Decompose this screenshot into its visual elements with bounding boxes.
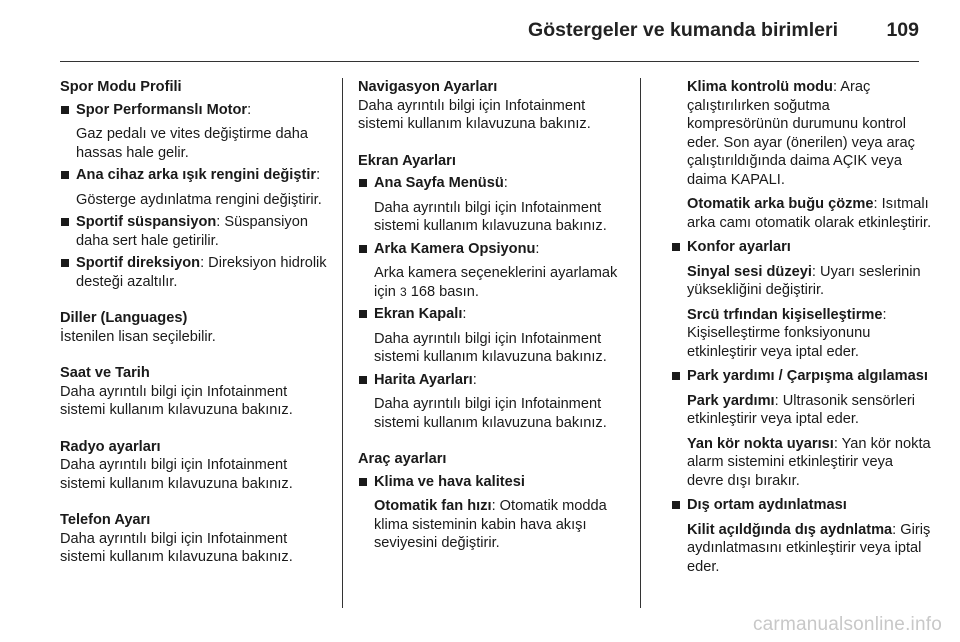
item-term: Park yardımı / Çarpışma algılaması xyxy=(687,368,928,384)
section-navigasyon xyxy=(358,78,630,134)
section-text: Daha ayrıntılı bilgi için Infotainment sistemi kullanım kılavuzuna bakınız. xyxy=(60,457,293,492)
section-text: Daha ayrıntılı bilgi için Infotainment sistemi kullanım kılavuzuna bakınız. xyxy=(60,530,293,565)
column-1 xyxy=(60,78,332,585)
list-item xyxy=(60,101,332,163)
section-radyo xyxy=(60,438,332,494)
item-term: Sportif süspansiyon xyxy=(76,214,217,230)
sub-text: : Araç çalıştırılırken soğutma kompresörünün durumunu kontrol eder. Son ayar (önerilen) veya araç çalıştırıldığında daima AÇIK veya daima KAPALI. xyxy=(687,79,915,188)
section-ekran xyxy=(358,152,630,433)
watermark: carmanualsonline.info xyxy=(752,614,942,635)
sub-term: Srcü trfından kişiselleştirme xyxy=(687,306,883,323)
item-term: Spor Performanslı Motor xyxy=(76,101,248,118)
sub-item xyxy=(687,306,933,362)
list-item xyxy=(671,367,933,490)
item-desc xyxy=(374,264,630,301)
section-telefon xyxy=(60,511,332,567)
sub-term: Yan kör nokta uyarısı xyxy=(687,435,834,452)
sub-term: Otomatik arka buğu çözme xyxy=(687,196,874,212)
section-saat xyxy=(60,364,332,420)
list-item xyxy=(358,240,630,302)
section-title: Spor Modu Profili xyxy=(60,79,182,95)
section-title: Ekran Ayarları xyxy=(358,152,456,169)
sub-item xyxy=(671,195,933,232)
item-term: Klima ve hava kalitesi xyxy=(374,473,525,490)
sub-text: : Isıtmalı arka camı otomatik olarak etkinleştirir. xyxy=(687,196,932,231)
sub-term: Kilit açıldğında dış aydnlatma xyxy=(687,521,893,538)
item-term: Konfor ayarları xyxy=(687,239,791,255)
list-item xyxy=(358,305,630,367)
section-title: Diller (Languages) xyxy=(60,310,188,326)
item-suffix: : xyxy=(472,371,477,388)
item-suffix: : xyxy=(535,240,540,257)
section-diller xyxy=(60,309,332,346)
list-item xyxy=(358,174,630,236)
item-desc: Daha ayrıntılı bilgi için Infotainment sistemi kullanım kılavuzuna bakınız. xyxy=(374,396,607,431)
section-title: Navigasyon Ayarları xyxy=(358,79,498,95)
item-suffix: : xyxy=(503,175,508,191)
list-item xyxy=(358,473,630,553)
section-text: Daha ayrıntılı bilgi için Infotainment sistemi kullanım kılavuzuna bakınız. xyxy=(60,383,293,418)
sub-item xyxy=(687,263,933,300)
item-suffix: : xyxy=(247,101,252,118)
sub-text: : Otomatik modda klima sisteminin kabin hava akışı seviyesini değiştirir. xyxy=(374,498,607,551)
item-term: Sportif direksiyon xyxy=(76,255,201,271)
list-item xyxy=(60,254,332,291)
page-header xyxy=(0,0,960,60)
item-desc: : Süspansiyon daha sert hale getirilir. xyxy=(76,214,308,249)
sub-term: Park yardımı xyxy=(687,392,775,409)
section-text: Daha ayrıntılı bilgi için Infotainment sistemi kullanım kılavuzuna bakınız. xyxy=(358,97,591,132)
item-suffix: : xyxy=(316,167,321,183)
item-desc: Gösterge aydınlatma rengini değiştirir. xyxy=(76,191,322,208)
sub-text: : Giriş aydınlatmasını etkinleştirir veya iptal eder. xyxy=(687,521,931,575)
section-title: Telefon Ayarı xyxy=(60,512,151,528)
page-number: 109 xyxy=(886,19,919,41)
sub-term: Sinyal sesi düzeyi xyxy=(687,263,812,280)
sub-text: : Uyarı seslerinin yüksekliğini değiştirir. xyxy=(687,263,921,298)
list-item xyxy=(671,238,933,361)
sub-text: : Ultrasonik sensörleri etkinleştirir veya iptal eder. xyxy=(687,392,915,427)
item-desc: Daha ayrıntılı bilgi için Infotainment sistemi kullanım kılavuzuna bakınız. xyxy=(374,199,607,234)
item-desc: : Direksiyon hidrolik desteği azaltılır. xyxy=(76,255,327,290)
list-item xyxy=(60,166,332,209)
desc-text: Arka kamera seçeneklerini ayarlamak için xyxy=(374,265,618,300)
column-2 xyxy=(358,78,630,571)
list-item xyxy=(358,371,630,433)
item-suffix: : xyxy=(462,306,467,322)
sub-text: : Yan kör nokta alarm sistemini etkinleştirir veya devre dışı bırakır. xyxy=(687,435,931,489)
desc-text: 168 basın. xyxy=(410,283,479,300)
sub-item xyxy=(687,435,933,491)
sub-item xyxy=(687,392,933,429)
column-3 xyxy=(671,78,933,576)
column-divider xyxy=(342,78,343,608)
item-term: Dış ortam aydınlatması xyxy=(687,497,847,513)
section-title: Saat ve Tarih xyxy=(60,365,150,381)
item-desc: Daha ayrıntılı bilgi için Infotainment sistemi kullanım kılavuzuna bakınız. xyxy=(374,330,607,365)
section-title: Radyo ayarları xyxy=(60,438,161,455)
sub-item xyxy=(671,78,933,189)
sub-item xyxy=(687,521,933,577)
page-ref-arrow-icon[interactable]: 3 xyxy=(399,284,407,299)
list-item xyxy=(60,213,332,250)
item-term: Ana Sayfa Menüsü xyxy=(374,175,504,191)
item-term: Ekran Kapalı xyxy=(374,306,463,322)
section-spor-modu xyxy=(60,78,332,291)
sub-item xyxy=(374,497,630,553)
item-term: Ana cihaz arka ışık rengini değiştir xyxy=(76,167,317,183)
sub-text: : Kişiselleştirme fonksiyonunu etkinleştirir veya iptal eder. xyxy=(687,306,887,360)
sub-term: Klima kontrolü modu xyxy=(687,79,833,95)
item-term: Harita Ayarları xyxy=(374,371,473,388)
item-desc: Gaz pedalı ve vites değiştirme daha hassas hale gelir. xyxy=(76,126,309,161)
page-title: Göstergeler ve kumanda birimleri xyxy=(528,19,838,41)
section-text: İstenilen lisan seçilebilir. xyxy=(60,328,216,345)
list-item xyxy=(671,496,933,576)
header-divider xyxy=(60,61,919,62)
column-divider xyxy=(640,78,641,608)
section-title: Araç ayarları xyxy=(358,451,447,467)
section-arac xyxy=(358,450,630,553)
item-term: Arka Kamera Opsiyonu xyxy=(374,240,536,257)
sub-term: Otomatik fan hızı xyxy=(374,498,492,514)
